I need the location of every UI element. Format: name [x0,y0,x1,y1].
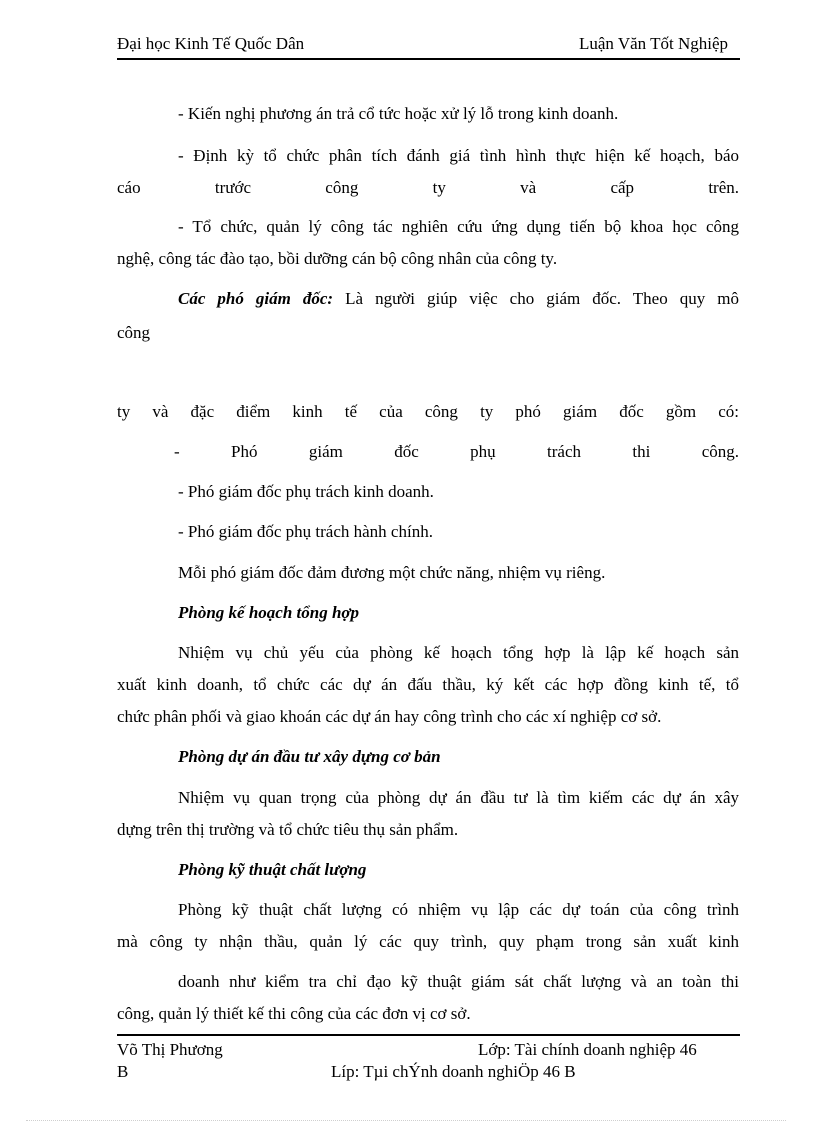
section-heading-planning: Phòng kế hoạch tổng hợp [178,603,360,622]
paragraph-line [178,289,739,309]
paragraph-line: - Phó giám đốc phụ trách hành chính. [178,522,433,541]
section-heading-investment: Phòng dự án đầu tư xây dựng cơ bản [178,747,441,766]
paragraph-line: - Phó giám đốc phụ trách kinh doanh. [178,482,434,501]
footer-author-continued: B [117,1062,129,1081]
paragraph-line: Mỗi phó giám đốc đảm đương một chức năng, nhiệm vụ riêng. [178,563,606,582]
paragraph-line: Nhiệm vụ chủ yếu của phòng kế hoạch tổng hợp là lập kế hoạch sản [178,643,739,662]
paragraph-line: cáo trước công ty và cấp trên. [117,178,739,197]
paragraph-line: Phòng kỹ thuật chất lượng có nhiệm vụ lập các dự toán của công trình [178,900,739,919]
paragraph-line: chức phân phối và giao khoán các dự án hay công trình cho các xí nghiệp cơ sở. [117,707,662,726]
paragraph-line: mà công ty nhận thầu, quản lý các quy trình, quy phạm trong sản xuất kinh [117,932,739,951]
paragraph-line: dựng trên thị trường và tổ chức tiêu thụ sản phẩm. [117,820,459,839]
footer-class-legacy-encoding: Líp: Tµi chÝnh doanh nghiÖp 46 B [331,1062,576,1081]
header-university: Đại học Kinh Tế Quốc Dân [117,34,305,53]
paragraph-line: - Định kỳ tổ chức phân tích đánh giá tình hình thực hiện kế hoạch, báo [178,146,739,165]
footer-author: Võ Thị Phương [117,1040,223,1059]
footer-class: Lớp: Tài chính doanh nghiệp 46 [478,1040,697,1059]
paragraph-line: nghệ, công tác đào tạo, bồi dưỡng cán bộ công nhân của công ty. [117,249,558,268]
vice-directors-label: Các phó giám đốc: [178,289,334,308]
paragraph-line: doanh như kiểm tra chỉ đạo kỹ thuật giám sát chất lượng và an toàn thi [178,972,739,991]
page-header [117,34,740,60]
header-thesis-title: Luận Văn Tốt Nghiệp [578,34,728,53]
paragraph-line: công, quản lý thiết kế thi công của các đơn vị cơ sở. [117,1004,471,1023]
paragraph-line: - Phó giám đốc phụ trách thi công. [174,442,739,461]
paragraph-line: - Kiến nghị phương án trả cổ tức hoặc xử lý lỗ trong kinh doanh. [178,104,619,123]
paragraph-line: công [117,323,151,342]
vice-directors-text: Là người giúp việc cho giám đốc. Theo quy mô [333,289,739,308]
paragraph-line: - Tổ chức, quản lý công tác nghiên cứu ứng dụng tiến bộ khoa học công [178,217,739,236]
page-bottom-dotted-border [26,1120,786,1121]
footer-divider [117,1034,740,1036]
section-heading-technical: Phòng kỹ thuật chất lượng [178,860,367,879]
paragraph-line: Nhiệm vụ quan trọng của phòng dự án đầu tư là tìm kiếm các dự án xây [178,788,739,807]
paragraph-line: xuất kinh doanh, tổ chức các dự án đấu thầu, ký kết các hợp đồng kinh tế, tổ [117,675,739,694]
paragraph-line: ty và đặc điểm kinh tế của công ty phó giám đốc gồm có: [117,402,739,421]
